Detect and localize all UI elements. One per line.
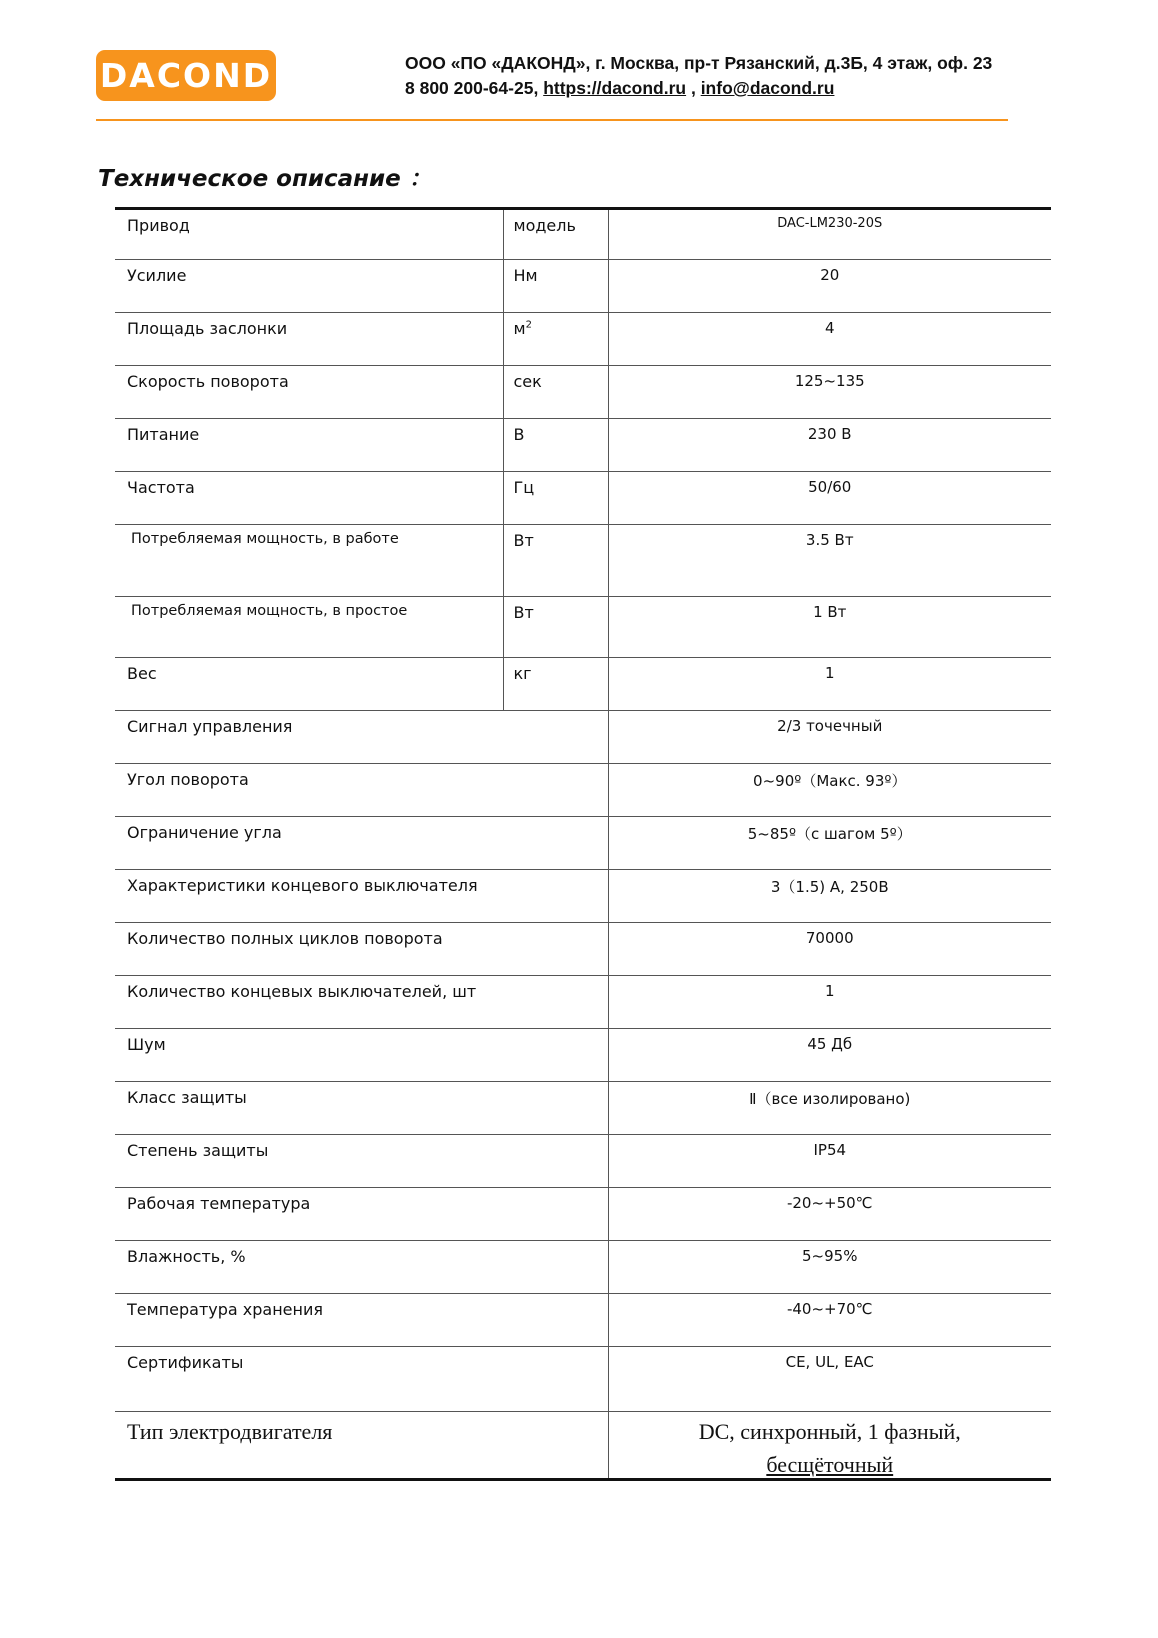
param-cell: Класс защиты xyxy=(115,1082,608,1135)
table-row xyxy=(115,764,1051,817)
value-cell: Ⅱ（все изолировано) xyxy=(608,1082,1051,1135)
value-cell: 230 В xyxy=(608,419,1051,472)
value-cell: 4 xyxy=(608,313,1051,366)
unit-cell: модель xyxy=(503,209,608,260)
value-cell: 45 Дб xyxy=(608,1029,1051,1082)
table-row xyxy=(115,1241,1051,1294)
table-row xyxy=(115,1135,1051,1188)
unit-cell: сек xyxy=(503,366,608,419)
param-cell: Площадь заслонки xyxy=(115,313,503,366)
param-cell: Усилие xyxy=(115,260,503,313)
param-cell: Ограничение угла xyxy=(115,817,608,870)
value-cell: 1 xyxy=(608,976,1051,1029)
param-cell: Тип электродвигателя xyxy=(127,1419,333,1444)
param-cell: Привод xyxy=(115,209,503,260)
table-row xyxy=(115,976,1051,1029)
value-cell: -40~+70℃ xyxy=(608,1294,1051,1347)
unit-cell xyxy=(503,313,608,366)
company-address: ООО «ПО «ДАКОНД», г. Москва, пр-т Рязанский, д.3Б, 4 этаж, оф. 23 xyxy=(405,53,993,73)
param-cell: Температура хранения xyxy=(115,1294,608,1347)
company-phone: 8 800 200-64-25, xyxy=(405,78,539,98)
table-row xyxy=(115,658,1051,711)
value-cell: 50/60 xyxy=(608,472,1051,525)
value-cell: 2/3 точечный xyxy=(608,711,1051,764)
unit-cell: кг xyxy=(503,658,608,711)
param-cell: Шум xyxy=(115,1029,608,1082)
table-row xyxy=(115,209,1051,260)
table-row xyxy=(115,313,1051,366)
value-cell: 125~135 xyxy=(608,366,1051,419)
param-cell: Сертификаты xyxy=(115,1347,608,1412)
spec-table xyxy=(115,207,1051,1481)
unit-text: м xyxy=(513,319,526,338)
value-cell: CE, UL, EAC xyxy=(608,1347,1051,1412)
table-row xyxy=(115,260,1051,313)
value-cell: -20~+50℃ xyxy=(608,1188,1051,1241)
value-cell: 3（1.5) A, 250В xyxy=(608,870,1051,923)
param-cell: Частота xyxy=(115,472,503,525)
param-cell: Скорость поворота xyxy=(115,366,503,419)
value-cell: 20 xyxy=(608,260,1051,313)
section-title: Техническое описание ： xyxy=(98,166,432,192)
value-cell: 70000 xyxy=(608,923,1051,976)
table-row xyxy=(115,711,1051,764)
param-cell: Потребляемая мощность, в работе xyxy=(115,525,503,597)
param-cell: Количество полных циклов поворота xyxy=(115,923,608,976)
param-cell: Степень защиты xyxy=(115,1135,608,1188)
value-cell: 0~90º（Макс. 93º） xyxy=(608,764,1051,817)
param-cell: Потребляемая мощность, в простое xyxy=(115,597,503,658)
table-row xyxy=(115,472,1051,525)
table-row xyxy=(115,525,1051,597)
param-cell: Влажность, % xyxy=(115,1241,608,1294)
value-line: бесщёточный xyxy=(766,1452,894,1477)
param-cell: Сигнал управления xyxy=(115,711,608,764)
company-info xyxy=(405,51,992,101)
param-cell: Характеристики концевого выключателя xyxy=(115,870,608,923)
param-cell: Вес xyxy=(115,658,503,711)
table-row xyxy=(115,1188,1051,1241)
unit-cell: Нм xyxy=(503,260,608,313)
company-contacts xyxy=(405,76,992,101)
value-cell: 5~95% xyxy=(608,1241,1051,1294)
unit-superscript: 2 xyxy=(525,319,532,331)
value-line: DC, синхронный, 1 фазный, xyxy=(698,1419,961,1444)
unit-cell: Вт xyxy=(503,597,608,658)
value-cell: IP54 xyxy=(608,1135,1051,1188)
unit-cell: Гц xyxy=(503,472,608,525)
param-cell: Рабочая температура xyxy=(115,1188,608,1241)
table-row xyxy=(115,597,1051,658)
value-cell xyxy=(608,1412,1051,1480)
logo-text: DACOND xyxy=(99,56,273,95)
table-row xyxy=(115,923,1051,976)
param-cell: Количество концевых выключателей, шт xyxy=(115,976,608,1029)
website-link[interactable]: https://dacond.ru xyxy=(543,78,687,98)
unit-cell: Вт xyxy=(503,525,608,597)
table-row xyxy=(115,366,1051,419)
contact-separator: , xyxy=(686,78,701,98)
table-row xyxy=(115,1082,1051,1135)
param-cell: Питание xyxy=(115,419,503,472)
table-row xyxy=(115,870,1051,923)
value-cell: 1 xyxy=(608,658,1051,711)
table-row xyxy=(115,1347,1051,1412)
email-link[interactable]: info@dacond.ru xyxy=(700,78,835,98)
value-cell: DAC-LM230-20S xyxy=(608,209,1051,260)
table-row xyxy=(115,1029,1051,1082)
dacond-logo xyxy=(96,50,276,101)
value-cell: 3.5 Вт xyxy=(608,525,1051,597)
table-row xyxy=(115,419,1051,472)
param-cell: Угол поворота xyxy=(115,764,608,817)
header-divider xyxy=(96,119,1008,121)
value-cell: 5~85º（с шагом 5º） xyxy=(608,817,1051,870)
table-row xyxy=(115,817,1051,870)
table-row xyxy=(115,1412,1051,1480)
unit-cell: В xyxy=(503,419,608,472)
table-row xyxy=(115,1294,1051,1347)
value-cell: 1 Вт xyxy=(608,597,1051,658)
